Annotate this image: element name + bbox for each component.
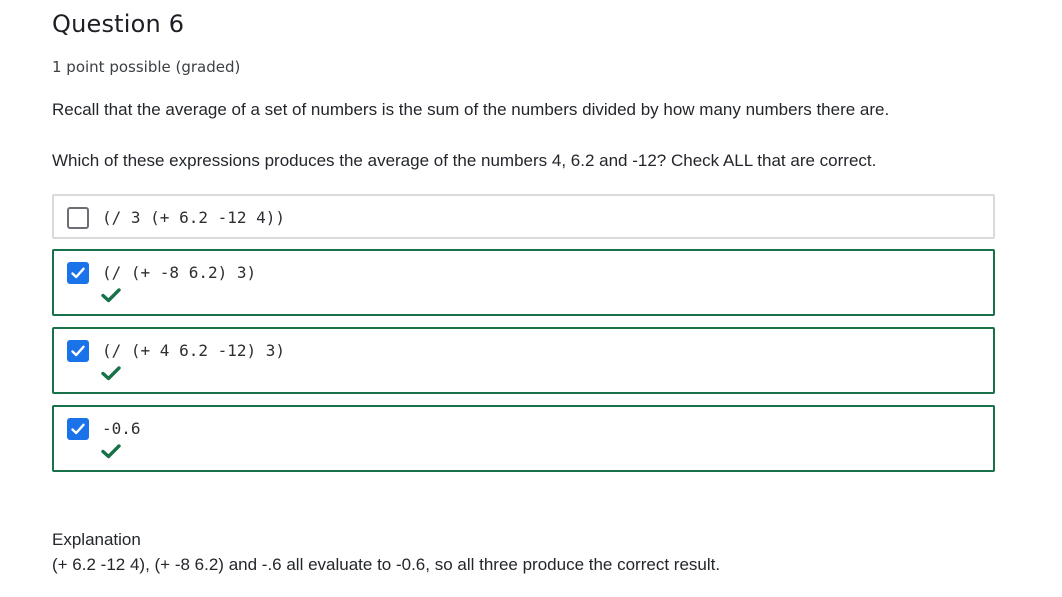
choice-label[interactable]: -0.6 (102, 419, 141, 438)
choice-label[interactable]: (/ (+ 4 6.2 -12) 3) (102, 341, 286, 360)
points-possible: 1 point possible (graded) (52, 58, 241, 76)
explanation-text: (+ 6.2 -12 4), (+ -8 6.2) and -.6 all evaluate to -0.6, so all three produce the correct result. (52, 555, 721, 574)
checkmark-icon (70, 421, 86, 437)
question-prompt-instruction: Which of these expressions produces the average of the numbers 4, 6.2 and -12? Check ALL that are correct. (52, 151, 877, 170)
choice-checkbox[interactable] (67, 418, 89, 440)
choice-option-4[interactable] (52, 405, 995, 472)
choice-checkbox[interactable] (67, 340, 89, 362)
question-prompt-recall: Recall that the average of a set of numbers is the sum of the numbers divided by how many numbers there are. (52, 100, 890, 119)
correct-checkmark-icon (100, 365, 122, 381)
choice-option-2[interactable] (52, 249, 995, 316)
choice-option-1[interactable] (52, 194, 995, 239)
correct-checkmark-icon (100, 287, 122, 303)
choice-checkbox[interactable] (67, 207, 89, 229)
choice-label[interactable]: (/ (+ -8 6.2) 3) (102, 263, 257, 282)
checkmark-icon (70, 343, 86, 359)
explanation-title: Explanation (52, 530, 141, 549)
choice-checkbox[interactable] (67, 262, 89, 284)
question-title: Question 6 (52, 10, 185, 38)
choice-option-3[interactable] (52, 327, 995, 394)
choice-label[interactable]: (/ 3 (+ 6.2 -12 4)) (102, 208, 286, 227)
checkmark-icon (70, 265, 86, 281)
correct-checkmark-icon (100, 443, 122, 459)
